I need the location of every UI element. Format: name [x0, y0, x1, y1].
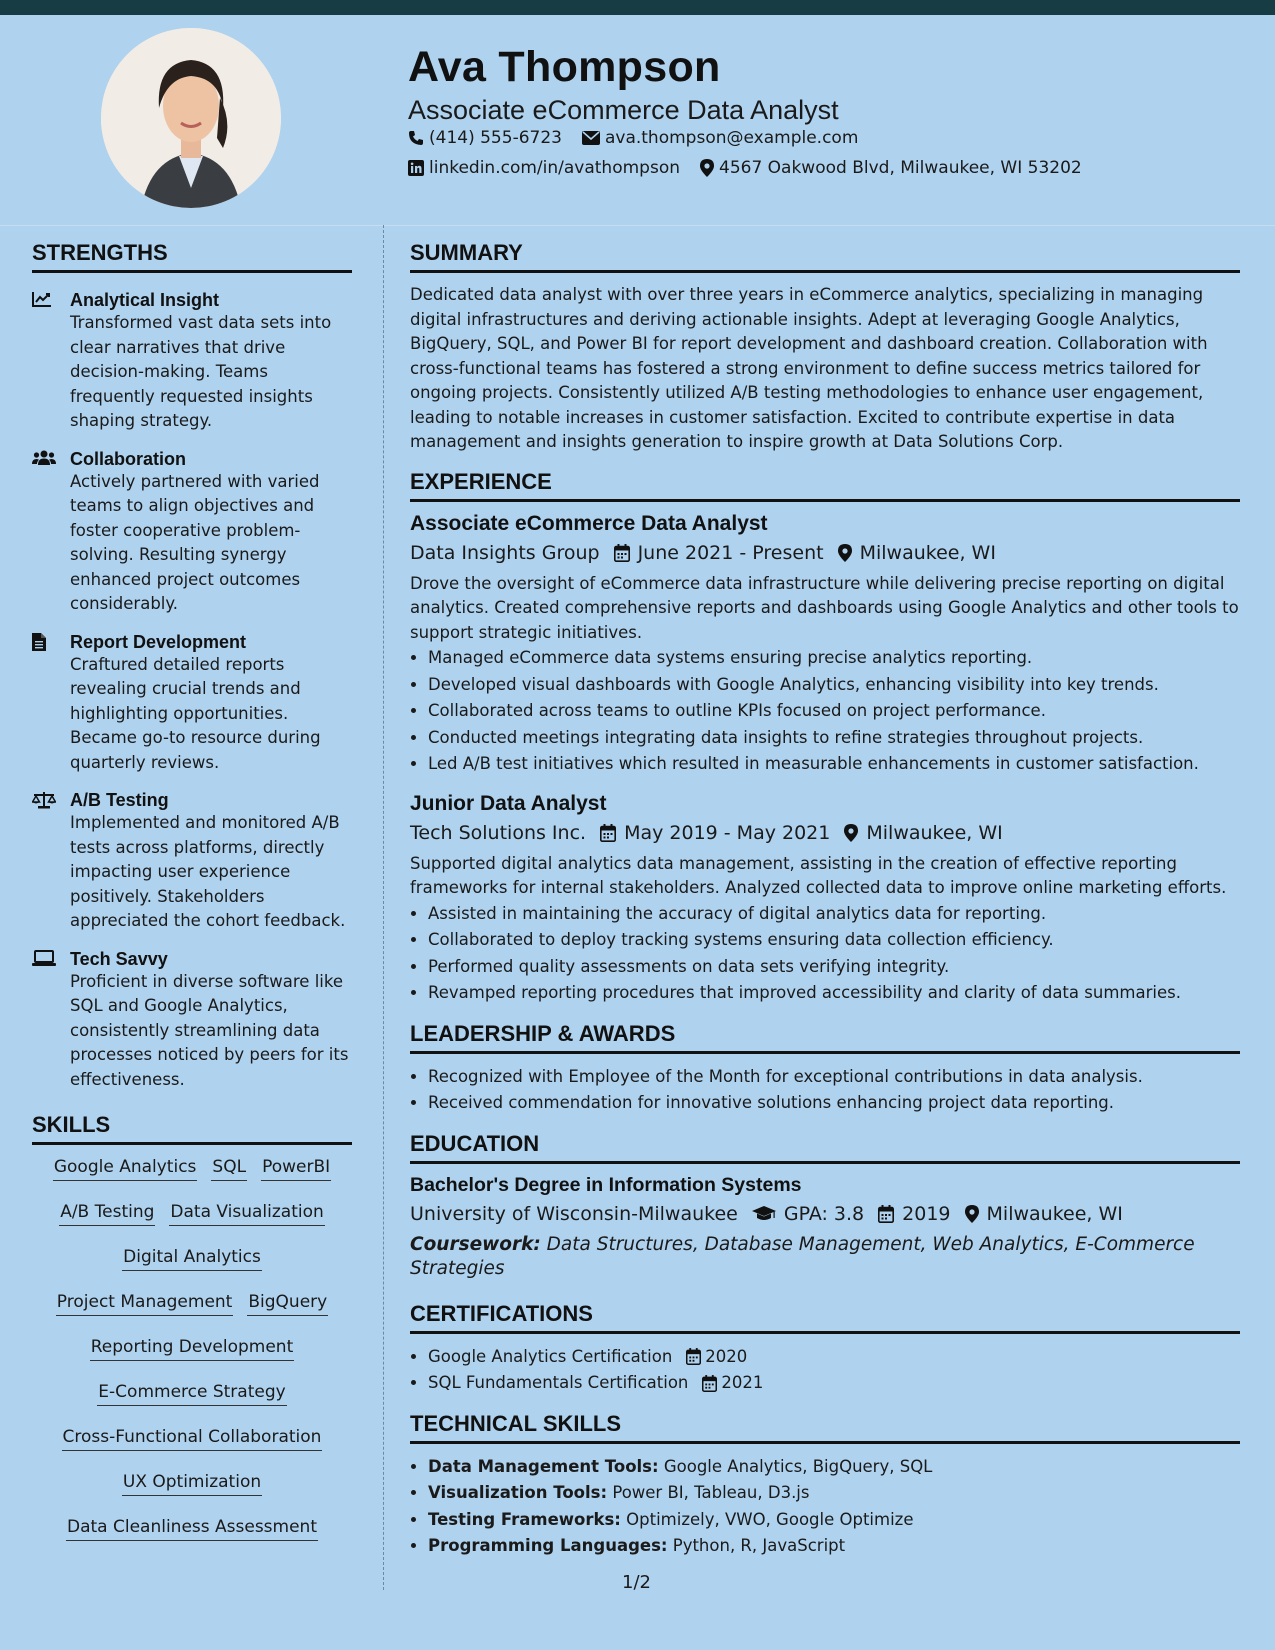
address-text: 4567 Oakwood Blvd, Milwaukee, WI 53202	[719, 158, 1082, 178]
list-item: • Assisted in maintaining the accuracy of digital analytics data for reporting.	[428, 901, 1240, 928]
tech-label: Data Management Tools:	[428, 1456, 659, 1476]
strength-desc: Transformed vast data sets into clear narratives that drive decision-making. Teams frequently requested insights shaping strategy.	[70, 313, 332, 430]
school-name: University of Wisconsin-Milwaukee	[410, 1202, 738, 1225]
skill-tag: SQL	[211, 1155, 247, 1181]
technical-skills-list	[410, 1454, 1240, 1560]
coursework-label: Coursework:	[410, 1233, 541, 1255]
job-bullets	[410, 645, 1240, 778]
strength-item	[32, 289, 352, 434]
left-column	[32, 240, 352, 1560]
job-title: Junior Data Analyst	[410, 791, 607, 815]
strength-desc: Implemented and monitored A/B tests across platforms, directly impacting user experience positively. Stakeholders appreciated the cohort feedback.	[70, 813, 346, 930]
job-description: Supported digital analytics data management, assisting in the creation of effective reporting frameworks for internal stakeholders. Analyzed collected data to improve online marketing efforts.	[410, 853, 1227, 897]
scale-icon	[32, 791, 56, 809]
strength-title: Tech Savvy	[70, 948, 168, 969]
calendar-icon	[600, 824, 616, 842]
gpa-text: GPA: 3.8	[783, 1202, 865, 1225]
certifications-list	[410, 1344, 1240, 1397]
list-item: • Recognized with Employee of the Month for exceptional contributions in data analysis.	[428, 1064, 1240, 1091]
job-description: Drove the oversight of eCommerce data infrastructure while delivering precise reporting on digital analytics. Created comprehensive reports and dashboards using Google Analytics and other tools to support strategic initiatives.	[410, 573, 1239, 642]
strength-item	[32, 948, 352, 1093]
strength-desc: Proficient in diverse software like SQL and Google Analytics, consistently streamlining data processes noticed by peers for its effectiveness.	[70, 971, 349, 1089]
list-item: • Revamped reporting procedures that improved accessibility and clarity of data summaries.	[428, 980, 1240, 1007]
top-accent-bar	[0, 0, 1275, 15]
resume-header	[0, 15, 1275, 226]
column-divider	[383, 225, 384, 1590]
candidate-title: Associate eCommerce Data Analyst	[408, 95, 839, 125]
map-pin-icon	[844, 824, 858, 842]
certifications-heading: CERTIFICATIONS	[410, 1301, 1240, 1334]
contact-row-1	[408, 128, 878, 148]
skills-heading: SKILLS	[32, 1112, 352, 1145]
cert-name: • SQL Fundamentals Certification	[428, 1373, 689, 1392]
strength-desc: Craftured detailed reports revealing crucial trends and highlighting opportunities. Became go-to resource during quarterly reviews.	[70, 654, 321, 772]
skill-tag: Cross-Functional Collaboration	[62, 1425, 323, 1451]
tech-label: Programming Languages:	[428, 1536, 668, 1555]
calendar-icon	[702, 1375, 717, 1392]
skill-tag: PowerBI	[261, 1155, 331, 1181]
summary-heading: SUMMARY	[410, 240, 1240, 273]
list-item: • Led A/B test initiatives which resulted in measurable enhancements in customer satisfaction.	[428, 751, 1240, 778]
email-contact[interactable]	[582, 128, 858, 148]
address-contact	[700, 158, 1082, 178]
phone-text: (414) 555-6723	[429, 128, 562, 148]
list-item	[428, 1370, 1240, 1397]
map-pin-icon	[838, 544, 852, 562]
strength-title: Report Development	[70, 631, 247, 652]
list-item	[428, 1480, 1240, 1507]
education-meta	[410, 1203, 1240, 1225]
coursework	[410, 1233, 1240, 1281]
users-icon	[32, 450, 56, 466]
cert-name: • Google Analytics Certification	[428, 1346, 673, 1366]
list-item: • Collaborated to deploy tracking systems ensuring data collection efficiency.	[428, 927, 1240, 954]
skill-tag: E-Commerce Strategy	[97, 1380, 286, 1406]
calendar-icon	[878, 1205, 894, 1223]
job-location: Milwaukee, WI	[866, 821, 1003, 844]
envelope-icon	[582, 131, 600, 145]
job-dates: June 2021 - Present	[637, 541, 824, 564]
skill-tag: Data Cleanliness Assessment	[66, 1515, 318, 1541]
strength-title: Collaboration	[70, 448, 186, 469]
linkedin-contact[interactable]	[408, 158, 680, 178]
skill-tag: Digital Analytics	[122, 1245, 262, 1271]
skill-tag: BigQuery	[247, 1290, 328, 1316]
skill-tag: UX Optimization	[122, 1470, 262, 1496]
job-meta	[410, 542, 1240, 564]
page-number: 1/2	[622, 1572, 651, 1593]
list-item	[428, 1507, 1240, 1534]
tech-label: Visualization Tools:	[428, 1483, 608, 1502]
list-item	[428, 1344, 1240, 1371]
company-name: Tech Solutions Inc.	[410, 821, 587, 844]
calendar-icon	[686, 1348, 701, 1365]
list-item: • Collaborated across teams to outline KPIs focused on project performance.	[428, 698, 1240, 725]
tech-label: Testing Frameworks:	[428, 1509, 621, 1529]
laptop-icon	[32, 950, 56, 966]
strength-title: Analytical Insight	[70, 290, 220, 310]
job-dates: May 2019 - May 2021	[624, 821, 831, 844]
job-meta	[410, 822, 1240, 844]
technical-skills-heading: TECHNICAL SKILLS	[410, 1411, 1240, 1444]
education-heading: EDUCATION	[410, 1131, 1240, 1164]
school-location: Milwaukee, WI	[986, 1202, 1123, 1225]
experience-heading: EXPERIENCE	[410, 469, 1240, 502]
phone-contact	[408, 128, 562, 148]
job-location: Milwaukee, WI	[859, 541, 996, 564]
leadership-heading: LEADERSHIP & AWARDS	[410, 1021, 1240, 1054]
phone-icon	[408, 130, 424, 146]
strengths-heading: STRENGTHS	[32, 240, 352, 273]
degree-title: Bachelor's Degree in Information Systems	[410, 1173, 802, 1196]
map-pin-icon	[965, 1205, 979, 1223]
leadership-list	[410, 1064, 1240, 1117]
graduation-cap-icon	[752, 1206, 776, 1222]
candidate-name: Ava Thompson	[408, 43, 721, 91]
list-item: • Received commendation for innovative solutions enhancing project data reporting.	[428, 1090, 1240, 1117]
job-entry	[410, 792, 1240, 1007]
skill-tag: A/B Testing	[59, 1200, 155, 1226]
skill-tag: Project Management	[56, 1290, 234, 1316]
chart-line-icon	[32, 291, 52, 307]
list-item: • Conducted meetings integrating data insights to refine strategies throughout projects.	[428, 725, 1240, 752]
job-entry	[410, 512, 1240, 778]
skills-list	[32, 1155, 352, 1541]
contact-row-2	[408, 158, 1102, 178]
calendar-icon	[614, 544, 630, 562]
linkedin-text[interactable]: linkedin.com/in/avathompson	[429, 158, 680, 178]
job-title: Associate eCommerce Data Analyst	[410, 511, 768, 535]
profile-photo	[101, 28, 281, 208]
coursework-text: Data Structures, Database Management, Web Analytics, E-Commerce Strategies	[410, 1233, 1195, 1279]
email-text[interactable]: ava.thompson@example.com	[604, 128, 859, 148]
summary-text: Dedicated data analyst with over three years in eCommerce analytics, specializing in managing digital infrastructures and deriving actionable insights. Adept at leveraging Google Analytics, BigQuery, SQL, and Power BI for report development and dashboard creation. Collaboration with cross-functional teams has fostered a strong environment to define success metrics tailored for ongoing projects. Consistently utilized A/B testing methodologies to enhance user engagement, leading to notable increases in customer satisfaction. Excited to contribute expertise in data management and insights generation to inspire growth at Data Solutions Corp.	[410, 285, 1208, 451]
list-item	[428, 1454, 1240, 1481]
skill-tag: Google Analytics	[53, 1155, 198, 1181]
strength-item	[32, 448, 352, 617]
tech-value: Google Analytics, BigQuery, SQL	[663, 1456, 933, 1476]
list-item: • Performed quality assessments on data sets verifying integrity.	[428, 954, 1240, 981]
company-name: Data Insights Group	[410, 541, 600, 564]
file-icon	[32, 633, 46, 651]
linkedin-icon	[408, 160, 424, 176]
skill-tag: Data Visualization	[169, 1200, 324, 1226]
tech-value: Power BI, Tableau, D3.js	[612, 1483, 810, 1502]
strength-desc: Actively partnered with varied teams to align objectives and foster cooperative problem-solving. Resulting synergy enhanced project outcomes considerably.	[70, 471, 320, 613]
list-item	[428, 1533, 1240, 1560]
skill-tag: Reporting Development	[90, 1335, 295, 1361]
list-item: • Managed eCommerce data systems ensuring precise analytics reporting.	[428, 645, 1240, 672]
graduation-year: 2019	[902, 1202, 951, 1225]
map-pin-icon	[700, 159, 714, 177]
tech-value: Optimizely, VWO, Google Optimize	[626, 1509, 914, 1529]
right-column	[410, 240, 1240, 1560]
strength-item	[32, 631, 352, 776]
tech-value: Python, R, JavaScript	[672, 1536, 846, 1555]
cert-year: 2021	[721, 1373, 764, 1392]
strength-title: A/B Testing	[70, 790, 169, 810]
cert-year: 2020	[705, 1346, 748, 1366]
strength-item	[32, 789, 352, 934]
job-bullets	[410, 901, 1240, 1007]
list-item: • Developed visual dashboards with Google Analytics, enhancing visibility into key trends.	[428, 672, 1240, 699]
